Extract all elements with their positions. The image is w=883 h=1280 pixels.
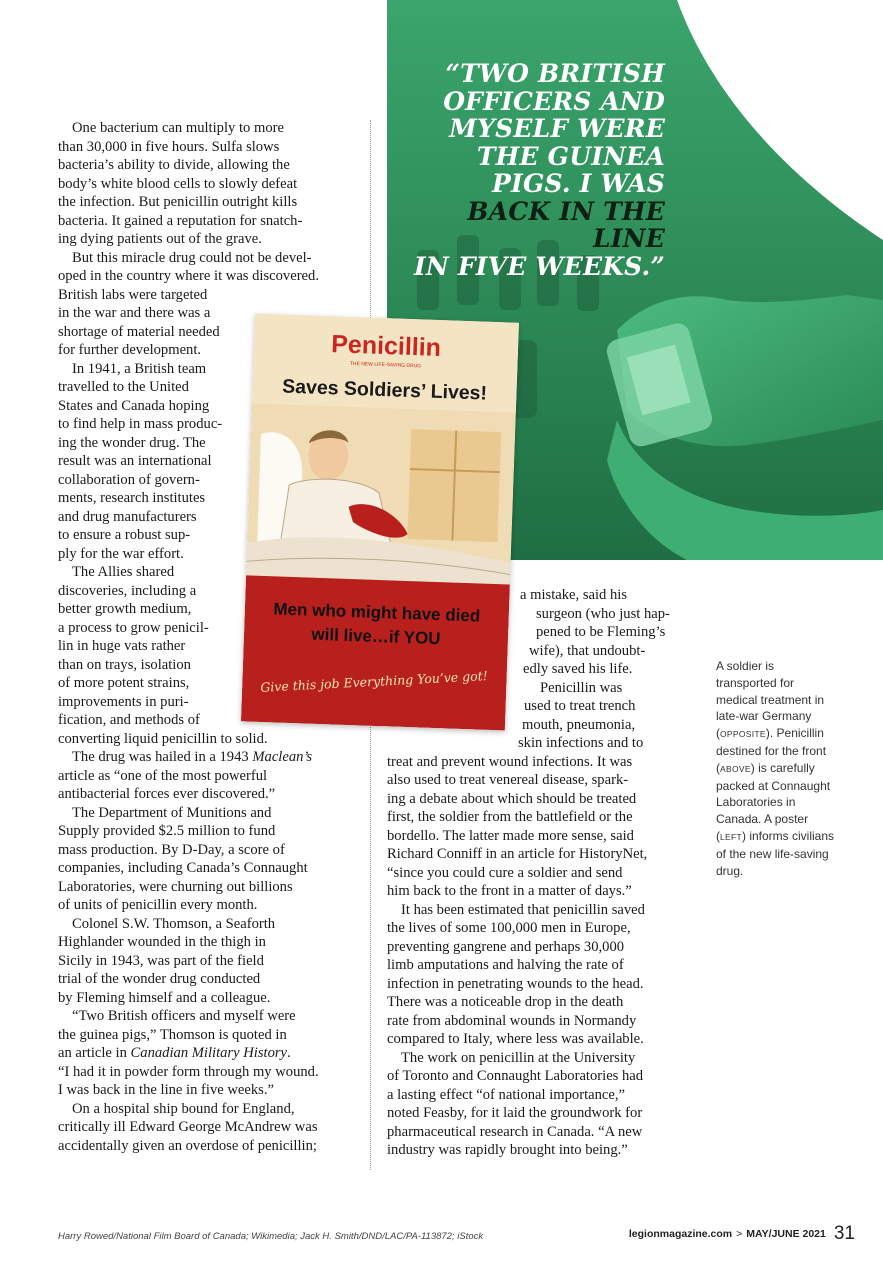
text-line: skin infections and to: [518, 735, 644, 751]
text-line: compared to Italy, where less was available.: [387, 1031, 644, 1047]
text-line: But this miracle drug could not be devel-: [72, 249, 312, 266]
text-line: “Two British officers and myself were: [72, 1008, 296, 1024]
pull-quote-line: IN FIVE WEEKS.”: [413, 251, 665, 281]
text-line: a process to grow penicil-: [58, 619, 209, 636]
text-line: infection in penetrating wounds to the head.: [387, 975, 644, 992]
text-line: It has been estimated that penicillin saved: [401, 901, 645, 918]
text-line: pharmaceutical research in Canada. “A new: [387, 1123, 643, 1140]
text-line: noted Feasby, for it laid the groundwork for: [387, 1105, 643, 1121]
text-line: of Toronto and Connaught Laboratories had: [387, 1068, 644, 1084]
text-line: accidentally given an overdose of penicillin;: [58, 1137, 317, 1154]
text-line: of more potent strains,: [58, 675, 190, 691]
text-line: fication, and methods of: [58, 712, 200, 728]
text-line: for further development.: [58, 342, 202, 358]
text-line: The work on penicillin at the University: [401, 1049, 636, 1066]
text-line: mass production. By D-Day, a score of: [58, 841, 285, 858]
text-line: improvements in puri-: [58, 693, 189, 710]
publication-title: Maclean’s: [252, 749, 313, 765]
text-line: The Allies shared: [72, 564, 175, 580]
photo-credits: Harry Rowed/National Film Board of Canada; Wikimedia; Jack H. Smith/DND/LAC/PA-113872; iStock: [58, 1231, 484, 1242]
text-line: lin in huge vats rather: [58, 638, 186, 654]
poster-headline: Saves Soldiers’ Lives!: [281, 375, 488, 405]
pull-quote-line: PIGS. I WAS: [492, 169, 665, 198]
caption-smallcaps: ABOVE: [720, 763, 751, 774]
text-line: Colonel S.W. Thomson, a Seaforth: [72, 915, 276, 932]
text-line: oped in the country where it was discovered.: [58, 268, 319, 284]
text-line: Supply provided $2.5 million to fund: [58, 823, 276, 839]
text-run: .: [287, 1045, 291, 1061]
poster-artwork: [241, 314, 519, 731]
text-line: industry was rapidly brought into being.”: [387, 1142, 628, 1158]
pull-quote-line: “TWO BRITISH: [445, 59, 665, 88]
photo-caption: [716, 658, 834, 879]
pull-quote: [405, 60, 665, 280]
publication-title: Canadian Military History: [130, 1045, 288, 1061]
pull-quote-line: BACK IN THE LINE: [467, 196, 665, 253]
text-line: in the war and there was a: [58, 305, 211, 321]
text-line: States and Canada hoping: [58, 397, 210, 414]
text-line: The Department of Munitions and: [72, 804, 272, 821]
text-line: treat and prevent wound infections. It was: [387, 753, 633, 770]
page-number: 31: [833, 1223, 855, 1244]
text-line: There was a noticeable drop in the death: [387, 994, 624, 1010]
text-run: an article in: [58, 1045, 127, 1061]
text-run: The drug was hailed in a 1943: [72, 749, 249, 765]
pull-quote-line: OFFICERS AND: [443, 86, 665, 116]
poster-bottom-line: will live…if YOU: [311, 624, 441, 649]
text-line: rate from abdominal wounds in Normandy: [387, 1012, 637, 1029]
text-line: limb amputations and halving the rate of: [387, 957, 624, 973]
text-line: wife), that undoubt-: [529, 642, 646, 659]
text-line: mouth, pneumonia,: [522, 716, 636, 733]
text-line: him back to the front in a matter of days.”: [387, 883, 632, 899]
text-line: British labs were targeted: [58, 286, 208, 303]
text-line: converting liquid penicillin to solid.: [58, 730, 268, 747]
text-line: ply for the war effort.: [58, 545, 184, 562]
text-line: the guinea pigs,” Thomson is quoted in: [58, 1026, 287, 1043]
text-line: shortage of material needed: [58, 323, 220, 340]
text-line: than 30,000 in five hours. Sulfa slows: [58, 138, 280, 155]
footer-separator: >: [736, 1228, 743, 1240]
caption-smallcaps: LEFT: [720, 831, 742, 842]
page-footer: [629, 1223, 855, 1245]
text-line: bacteria’s ability to divide, allowing the: [58, 157, 290, 173]
text-line: On a hospital ship bound for England,: [72, 1100, 295, 1117]
text-line: to find help in mass produc-: [58, 416, 223, 432]
text-line: companies, including Canada’s Connaught: [58, 860, 308, 876]
text-line: than on trays, isolation: [58, 656, 191, 673]
pull-quote-line: MYSELF WERE: [449, 114, 665, 143]
caption-text: ) is carefully packed at Connaught Laboratories in Canada. A poster (: [716, 760, 831, 843]
text-line: I was back in the line in five weeks.”: [58, 1082, 274, 1098]
text-line: In 1941, a British team: [72, 360, 207, 377]
poster-bottom-line: Men who might have died: [273, 599, 481, 626]
text-line: edly saved his life.: [523, 661, 633, 677]
text-line: by Fleming himself and a colleague.: [58, 989, 271, 1006]
caption-smallcaps: OPPOSITE: [720, 729, 766, 740]
text-line: used to treat trench: [524, 698, 636, 714]
text-line: a lasting effect “of national importance,”: [387, 1086, 625, 1103]
text-line: One bacterium can multiply to more: [72, 120, 284, 136]
poster-subtitle: THE NEW LIFE-SAVING DRUG: [349, 360, 422, 370]
text-line: [58, 748, 358, 767]
text-line: preventing gangrene and perhaps 30,000: [387, 938, 625, 955]
caption-text: ). Penicillin destined for the front (: [716, 726, 827, 775]
text-line: a mistake, said his: [520, 587, 628, 603]
text-line: to ensure a robust sup-: [58, 527, 191, 543]
text-line: antibacterial forces ever discovered.”: [58, 786, 276, 802]
poster-script: Give this job Everything You’ve got!: [259, 667, 489, 695]
text-line: ments, research institutes: [58, 490, 206, 506]
text-line: result was an international: [58, 453, 212, 469]
text-line: also used to treat venereal disease, spark-: [387, 772, 629, 788]
text-line: ing the wonder drug. The: [58, 434, 206, 451]
caption-text: A soldier is transported for medical treatment in late-war Germany (: [716, 659, 825, 741]
footer-site: legionmagazine.com: [628, 1228, 733, 1240]
text-line: trial of the wonder drug conducted: [58, 971, 261, 987]
text-line: article as “one of the most powerful: [58, 767, 268, 784]
text-line: first, the soldier from the battlefield or the: [387, 809, 633, 825]
text-line: ing a debate about which should be treated: [387, 790, 637, 807]
caption-text: ) informs civilians of the new life-saving drug.: [716, 828, 834, 878]
text-line: “since you could cure a soldier and send: [387, 864, 623, 881]
text-line: pened to be Fleming’s: [536, 624, 666, 640]
text-line: bordello. The latter made more sense, said: [387, 827, 634, 844]
text-line: the lives of some 100,000 men in Europe,: [387, 920, 631, 936]
text-line: surgeon (who just hap-: [536, 605, 670, 622]
text-line: discoveries, including a: [58, 582, 197, 599]
text-line: Richard Conniff in an article for HistoryNet,: [387, 846, 648, 862]
text-line: critically ill Edward George McAndrew was: [58, 1119, 318, 1135]
text-line: Laboratories, were churning out billions: [58, 878, 293, 895]
penicillin-poster: [241, 314, 519, 731]
text-line: Penicillin was: [540, 679, 623, 696]
text-line: better growth medium,: [58, 601, 192, 617]
text-line: [58, 1044, 358, 1063]
text-line: the infection. But penicillin outright kills: [58, 194, 298, 210]
text-line: travelled to the United: [58, 379, 189, 395]
pull-quote-line: THE GUINEA: [476, 141, 665, 171]
text-line: “I had it in powder form through my wound.: [58, 1063, 319, 1080]
text-line: ing dying patients out of the grave.: [58, 231, 262, 247]
text-line: and drug manufacturers: [58, 508, 197, 525]
text-line: bacteria. It gained a reputation for snatch-: [58, 212, 303, 229]
text-line: collaboration of govern-: [58, 471, 200, 488]
text-line: Highlander wounded in the thigh in: [58, 934, 266, 950]
text-line: body’s white blood cells to slowly defeat: [58, 175, 298, 192]
text-line: of units of penicillin every month.: [58, 897, 258, 913]
footer-issue: MAY/JUNE 2021: [746, 1228, 826, 1240]
poster-title: Penicillin: [330, 330, 442, 363]
text-line: Sicily in 1943, was part of the field: [58, 952, 264, 969]
